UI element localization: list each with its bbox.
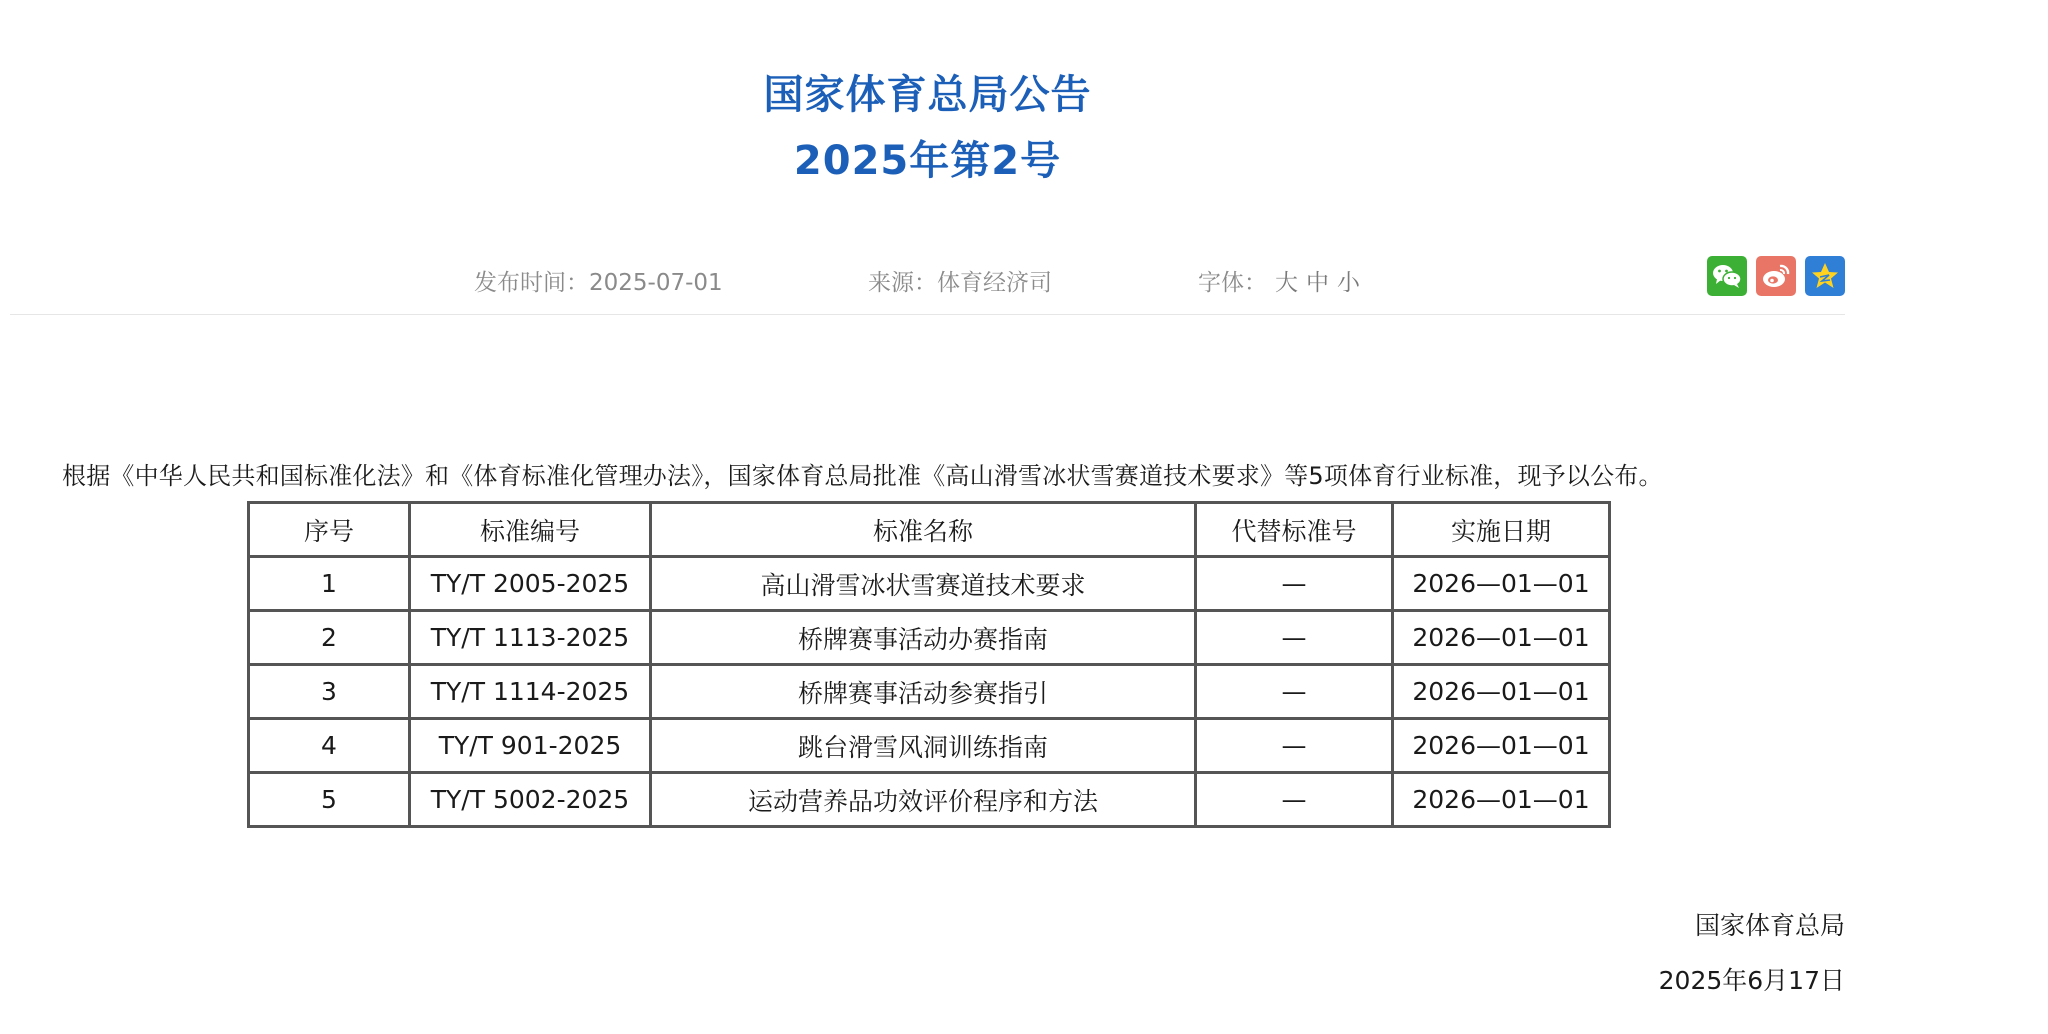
announcement-title bbox=[0, 62, 1855, 194]
cell-effective-date: 2026—01—01 bbox=[1393, 557, 1610, 611]
cell-effective-date: 2026—01—01 bbox=[1393, 665, 1610, 719]
signature-date: 2025年6月17日 bbox=[1658, 966, 1845, 995]
table-row bbox=[249, 665, 1610, 719]
page-title: 国家体育总局公告 bbox=[763, 72, 1092, 118]
cell-code: TY/T 901-2025 bbox=[410, 719, 651, 773]
font-size-medium-button[interactable]: 中 bbox=[1306, 270, 1329, 296]
table-row bbox=[249, 557, 1610, 611]
column-header-effective-date: 实施日期 bbox=[1393, 503, 1610, 557]
cell-no: 3 bbox=[249, 665, 410, 719]
table-row bbox=[249, 719, 1610, 773]
font-size-label: 字体： bbox=[1198, 270, 1267, 296]
wechat-share-button[interactable] bbox=[1707, 256, 1747, 296]
font-size-large-button[interactable]: 大 bbox=[1275, 270, 1298, 296]
article-source bbox=[868, 264, 1052, 297]
share-buttons bbox=[1707, 256, 1845, 296]
announcement-intro: 根据《中华人民共和国标准化法》和《体育标准化管理办法》，国家体育总局批准《高山滑雪冰状雪赛道技术要求》等5项体育行业标准，现予以公布。 bbox=[62, 462, 1663, 490]
wechat-icon bbox=[1712, 263, 1742, 289]
cell-no: 1 bbox=[249, 557, 410, 611]
cell-name: 桥牌赛事活动办赛指南 bbox=[651, 611, 1196, 665]
cell-name: 跳台滑雪风洞训练指南 bbox=[651, 719, 1196, 773]
source-label: 来源： bbox=[868, 270, 937, 296]
column-header-no: 序号 bbox=[249, 503, 410, 557]
cell-name: 桥牌赛事活动参赛指引 bbox=[651, 665, 1196, 719]
signature-org: 国家体育总局 bbox=[1694, 911, 1845, 940]
qzone-share-button[interactable] bbox=[1805, 256, 1845, 296]
table-row bbox=[249, 773, 1610, 827]
cell-no: 5 bbox=[249, 773, 410, 827]
cell-effective-date: 2026—01—01 bbox=[1393, 719, 1610, 773]
article-meta-bar bbox=[10, 252, 1845, 315]
cell-replaces: — bbox=[1196, 719, 1393, 773]
cell-effective-date: 2026—01—01 bbox=[1393, 773, 1610, 827]
publish-time-label: 发布时间： bbox=[474, 270, 589, 296]
cell-code: TY/T 2005-2025 bbox=[410, 557, 651, 611]
cell-replaces: — bbox=[1196, 773, 1393, 827]
cell-code: TY/T 1113-2025 bbox=[410, 611, 651, 665]
cell-no: 2 bbox=[249, 611, 410, 665]
cell-name: 运动营养品功效评价程序和方法 bbox=[651, 773, 1196, 827]
publish-time-value: 2025-07-01 bbox=[589, 270, 723, 296]
table-row bbox=[249, 611, 1610, 665]
table-header-row bbox=[249, 503, 1610, 557]
cell-replaces: — bbox=[1196, 665, 1393, 719]
weibo-share-button[interactable] bbox=[1756, 256, 1796, 296]
cell-code: TY/T 1114-2025 bbox=[410, 665, 651, 719]
standards-table bbox=[247, 501, 1611, 828]
cell-replaces: — bbox=[1196, 557, 1393, 611]
publish-time bbox=[474, 264, 723, 297]
column-header-code: 标准编号 bbox=[410, 503, 651, 557]
cell-replaces: — bbox=[1196, 611, 1393, 665]
source-value: 体育经济司 bbox=[937, 270, 1052, 296]
cell-name: 高山滑雪冰状雪赛道技术要求 bbox=[651, 557, 1196, 611]
announcement-number: 2025年第2号 bbox=[793, 138, 1062, 184]
weibo-icon bbox=[1761, 263, 1791, 289]
cell-code: TY/T 5002-2025 bbox=[410, 773, 651, 827]
column-header-name: 标准名称 bbox=[651, 503, 1196, 557]
font-size-switcher bbox=[1198, 264, 1360, 297]
column-header-replaces: 代替标准号 bbox=[1196, 503, 1393, 557]
cell-no: 4 bbox=[249, 719, 410, 773]
cell-effective-date: 2026—01—01 bbox=[1393, 611, 1610, 665]
qzone-icon bbox=[1810, 261, 1840, 291]
font-size-small-button[interactable]: 小 bbox=[1337, 270, 1360, 296]
